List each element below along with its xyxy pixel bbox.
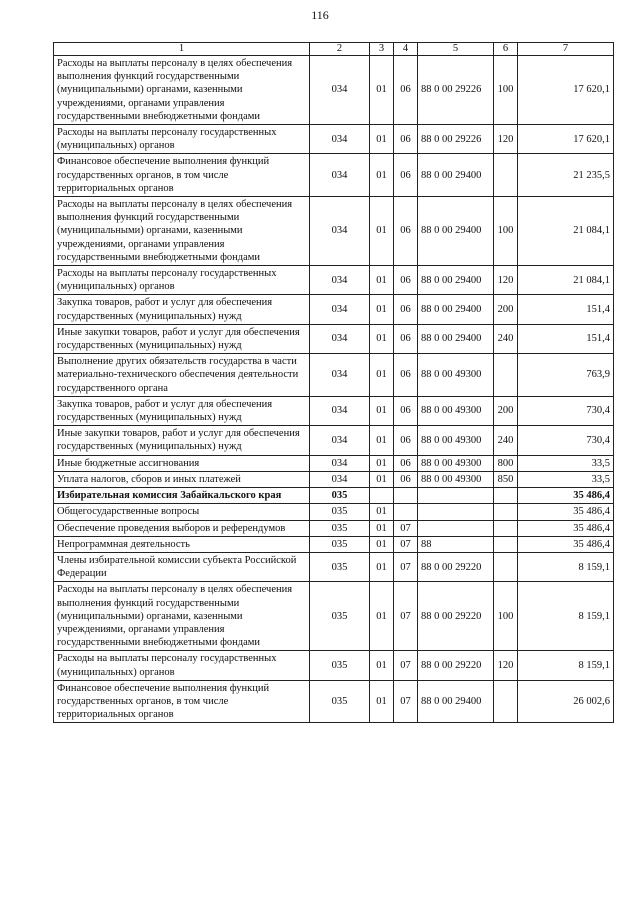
target-article-code: 88 0 00 29400 xyxy=(418,680,494,723)
subsection-code: 06 xyxy=(394,197,418,266)
column-header-6: 6 xyxy=(494,43,518,56)
expense-type-code: 120 xyxy=(494,651,518,680)
amount: 8 159,1 xyxy=(518,552,614,581)
expense-type-code: 200 xyxy=(494,295,518,324)
subsection-code: 06 xyxy=(394,354,418,397)
table-row xyxy=(54,426,614,455)
section-code: 01 xyxy=(370,396,394,425)
subsection-code: 06 xyxy=(394,125,418,154)
item-name: Закупка товаров, работ и услуг для обеспечения государственных (муниципальных) нужд xyxy=(54,396,310,425)
section-code: 01 xyxy=(370,324,394,353)
target-article-code: 88 0 00 49300 xyxy=(418,471,494,487)
expense-type-code xyxy=(494,504,518,520)
column-header-1: 1 xyxy=(54,43,310,56)
table-row xyxy=(54,488,614,504)
ministry-code: 034 xyxy=(310,324,370,353)
table-row xyxy=(54,197,614,266)
target-article-code: 88 0 00 29400 xyxy=(418,324,494,353)
target-article-code: 88 0 00 49300 xyxy=(418,354,494,397)
item-name: Выполнение других обязательств государства в части материально-технического обеспечения деятельности государственного органа xyxy=(54,354,310,397)
subsection-code: 06 xyxy=(394,471,418,487)
section-code: 01 xyxy=(370,471,394,487)
subsection-code xyxy=(394,504,418,520)
subsection-code: 06 xyxy=(394,396,418,425)
table-row xyxy=(54,396,614,425)
target-article-code: 88 0 00 29220 xyxy=(418,582,494,651)
ministry-code: 034 xyxy=(310,354,370,397)
item-name: Расходы на выплаты персоналу в целях обеспечения выполнения функций государственными (муниципальными) органами, казенными учреждениями, органами управления государственными внебюджетными фондами xyxy=(54,56,310,125)
ministry-code: 034 xyxy=(310,154,370,197)
item-name: Иные бюджетные ассигнования xyxy=(54,455,310,471)
subsection-code: 07 xyxy=(394,536,418,552)
subsection-code: 06 xyxy=(394,266,418,295)
amount: 151,4 xyxy=(518,324,614,353)
section-code: 01 xyxy=(370,504,394,520)
expense-type-code xyxy=(494,520,518,536)
table-row xyxy=(54,154,614,197)
amount: 730,4 xyxy=(518,426,614,455)
amount: 35 486,4 xyxy=(518,536,614,552)
amount: 8 159,1 xyxy=(518,582,614,651)
section-code: 01 xyxy=(370,426,394,455)
section-code: 01 xyxy=(370,651,394,680)
column-header-4: 4 xyxy=(394,43,418,56)
amount: 151,4 xyxy=(518,295,614,324)
item-name: Расходы на выплаты персоналу государственных (муниципальных) органов xyxy=(54,266,310,295)
expense-type-code xyxy=(494,354,518,397)
ministry-code: 035 xyxy=(310,651,370,680)
ministry-code: 035 xyxy=(310,488,370,504)
subsection-code: 06 xyxy=(394,426,418,455)
item-name: Расходы на выплаты персоналу в целях обеспечения выполнения функций государственными (муниципальными) органами, казенными учреждениями, органами управления государственными внебюджетными фондами xyxy=(54,197,310,266)
target-article-code: 88 0 00 49300 xyxy=(418,426,494,455)
expense-type-code: 100 xyxy=(494,197,518,266)
item-name: Иные закупки товаров, работ и услуг для обеспечения государственных (муниципальных) нужд xyxy=(54,426,310,455)
section-code: 01 xyxy=(370,552,394,581)
amount: 21 235,5 xyxy=(518,154,614,197)
amount: 35 486,4 xyxy=(518,520,614,536)
target-article-code: 88 0 00 29226 xyxy=(418,56,494,125)
section-code: 01 xyxy=(370,354,394,397)
expense-type-code xyxy=(494,552,518,581)
item-name: Члены избирательной комиссии субъекта Российской Федерации xyxy=(54,552,310,581)
table-row xyxy=(54,56,614,125)
target-article-code: 88 xyxy=(418,536,494,552)
target-article-code: 88 0 00 49300 xyxy=(418,396,494,425)
column-header-3: 3 xyxy=(370,43,394,56)
ministry-code: 035 xyxy=(310,504,370,520)
amount: 26 002,6 xyxy=(518,680,614,723)
item-name: Закупка товаров, работ и услуг для обеспечения государственных (муниципальных) нужд xyxy=(54,295,310,324)
ministry-code: 035 xyxy=(310,552,370,581)
table-row xyxy=(54,295,614,324)
amount: 33,5 xyxy=(518,455,614,471)
target-article-code: 88 0 00 29220 xyxy=(418,552,494,581)
amount: 21 084,1 xyxy=(518,266,614,295)
ministry-code: 034 xyxy=(310,295,370,324)
expense-type-code xyxy=(494,680,518,723)
item-name: Избирательная комиссия Забайкальского края xyxy=(54,488,310,504)
amount: 17 620,1 xyxy=(518,56,614,125)
expense-type-code: 100 xyxy=(494,56,518,125)
section-code: 01 xyxy=(370,680,394,723)
subsection-code: 07 xyxy=(394,582,418,651)
section-code: 01 xyxy=(370,197,394,266)
ministry-code: 034 xyxy=(310,426,370,455)
ministry-code: 035 xyxy=(310,582,370,651)
ministry-code: 035 xyxy=(310,520,370,536)
target-article-code: 88 0 00 29220 xyxy=(418,651,494,680)
table-row xyxy=(54,680,614,723)
item-name: Уплата налогов, сборов и иных платежей xyxy=(54,471,310,487)
table-row xyxy=(54,266,614,295)
item-name: Финансовое обеспечение выполнения функций государственных органов, в том числе территориальных органов xyxy=(54,680,310,723)
expense-type-code: 200 xyxy=(494,396,518,425)
item-name: Финансовое обеспечение выполнения функций государственных органов, в том числе территориальных органов xyxy=(54,154,310,197)
section-code: 01 xyxy=(370,56,394,125)
ministry-code: 034 xyxy=(310,266,370,295)
target-article-code: 88 0 00 29400 xyxy=(418,197,494,266)
expense-type-code: 100 xyxy=(494,582,518,651)
amount: 17 620,1 xyxy=(518,125,614,154)
target-article-code xyxy=(418,488,494,504)
amount: 33,5 xyxy=(518,471,614,487)
page-number: 116 xyxy=(311,8,329,22)
expense-type-code xyxy=(494,536,518,552)
item-name: Расходы на выплаты персоналу в целях обеспечения выполнения функций государственными (муниципальными) органами, казенными учреждениями, органами управления государственными внебюджетными фондами xyxy=(54,582,310,651)
target-article-code: 88 0 00 49300 xyxy=(418,455,494,471)
table-row xyxy=(54,324,614,353)
table-row xyxy=(54,504,614,520)
target-article-code: 88 0 00 29226 xyxy=(418,125,494,154)
table-row xyxy=(54,552,614,581)
item-name: Непрограммная деятельность xyxy=(54,536,310,552)
table-row xyxy=(54,536,614,552)
expense-type-code xyxy=(494,154,518,197)
table-row xyxy=(54,125,614,154)
ministry-code: 034 xyxy=(310,125,370,154)
section-code: 01 xyxy=(370,520,394,536)
expense-type-code: 120 xyxy=(494,266,518,295)
subsection-code: 07 xyxy=(394,552,418,581)
ministry-code: 034 xyxy=(310,471,370,487)
expense-type-code: 120 xyxy=(494,125,518,154)
ministry-code: 034 xyxy=(310,197,370,266)
target-article-code: 88 0 00 29400 xyxy=(418,266,494,295)
column-header-2: 2 xyxy=(310,43,370,56)
item-name: Иные закупки товаров, работ и услуг для обеспечения государственных (муниципальных) нужд xyxy=(54,324,310,353)
expense-type-code: 850 xyxy=(494,471,518,487)
expense-type-code: 240 xyxy=(494,426,518,455)
amount: 35 486,4 xyxy=(518,488,614,504)
item-name: Обеспечение проведения выборов и референдумов xyxy=(54,520,310,536)
table-row xyxy=(54,582,614,651)
ministry-code: 034 xyxy=(310,455,370,471)
target-article-code xyxy=(418,504,494,520)
subsection-code: 07 xyxy=(394,520,418,536)
subsection-code xyxy=(394,488,418,504)
subsection-code: 06 xyxy=(394,324,418,353)
section-code xyxy=(370,488,394,504)
budget-table xyxy=(53,42,614,723)
table-row xyxy=(54,520,614,536)
ministry-code: 035 xyxy=(310,536,370,552)
section-code: 01 xyxy=(370,295,394,324)
column-header-row xyxy=(54,43,614,56)
subsection-code: 06 xyxy=(394,455,418,471)
table-row xyxy=(54,354,614,397)
target-article-code: 88 0 00 29400 xyxy=(418,295,494,324)
amount: 730,4 xyxy=(518,396,614,425)
amount: 35 486,4 xyxy=(518,504,614,520)
subsection-code: 06 xyxy=(394,56,418,125)
target-article-code xyxy=(418,520,494,536)
subsection-code: 06 xyxy=(394,295,418,324)
ministry-code: 034 xyxy=(310,396,370,425)
section-code: 01 xyxy=(370,582,394,651)
amount: 763,9 xyxy=(518,354,614,397)
item-name: Расходы на выплаты персоналу государственных (муниципальных) органов xyxy=(54,125,310,154)
expense-type-code: 800 xyxy=(494,455,518,471)
section-code: 01 xyxy=(370,266,394,295)
ministry-code: 034 xyxy=(310,56,370,125)
amount: 8 159,1 xyxy=(518,651,614,680)
item-name: Общегосударственные вопросы xyxy=(54,504,310,520)
section-code: 01 xyxy=(370,455,394,471)
amount: 21 084,1 xyxy=(518,197,614,266)
target-article-code: 88 0 00 29400 xyxy=(418,154,494,197)
table-row xyxy=(54,471,614,487)
section-code: 01 xyxy=(370,125,394,154)
subsection-code: 06 xyxy=(394,154,418,197)
ministry-code: 035 xyxy=(310,680,370,723)
subsection-code: 07 xyxy=(394,651,418,680)
expense-type-code: 240 xyxy=(494,324,518,353)
section-code: 01 xyxy=(370,154,394,197)
table-row xyxy=(54,651,614,680)
column-header-5: 5 xyxy=(418,43,494,56)
column-header-7: 7 xyxy=(518,43,614,56)
item-name: Расходы на выплаты персоналу государственных (муниципальных) органов xyxy=(54,651,310,680)
subsection-code: 07 xyxy=(394,680,418,723)
expense-type-code xyxy=(494,488,518,504)
section-code: 01 xyxy=(370,536,394,552)
table-row xyxy=(54,455,614,471)
